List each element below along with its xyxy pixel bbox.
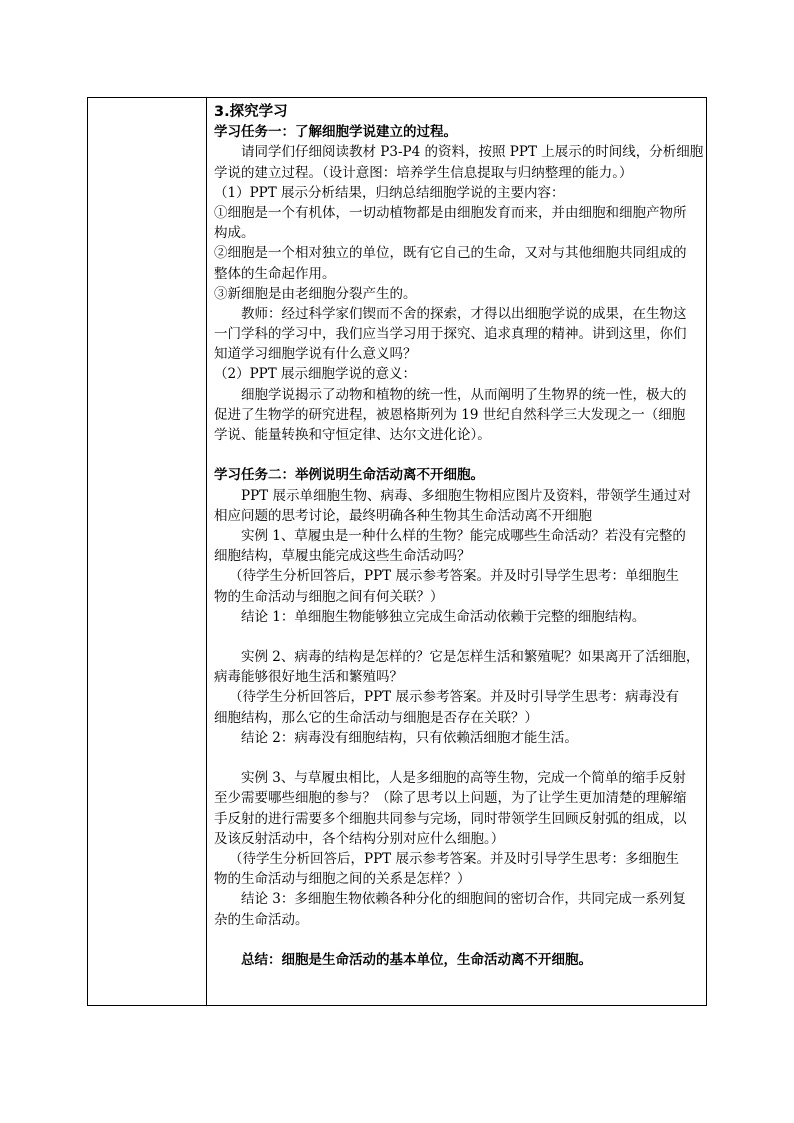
paragraph-line: 细胞结构，那么它的生命活动与细胞是否存在关联？） [214,709,538,726]
spacer [214,748,700,768]
paragraph-line: 及该反射活动中，各个结构分别对应什么细胞。） [214,830,505,847]
paragraph-line: 病毒能够很好地生活和繁殖吗？ [214,669,403,686]
paragraph-line: 知道学习细胞学说有什么意义吗？ [214,346,417,363]
paragraph-line: ①细胞是一个有机体，一切动植物都是由细胞发育而来，并由细胞和细胞产物所 [214,204,687,221]
content-table [87,97,707,1006]
paragraph-line: 结论 2：病毒没有细胞结构，只有依赖活细胞才能生活。 [241,729,578,746]
paragraph-line: ③新细胞是由老细胞分裂产生的。 [214,285,417,302]
paragraph-line: 学说、能量转换和守恒定律、达尔文进化论）。 [214,427,491,443]
paragraph-line: PPT 展示单细胞生物、病毒、多细胞生物相应图片及资料，带领学生通过对 [241,487,691,504]
paragraph-line: （1）PPT 展示分析结果，归纳总结细胞学说的主要内容： [214,184,565,201]
spacer [214,930,700,950]
task1-title: 学习任务一：了解细胞学说建立的过程。 [214,124,457,141]
column-divider [206,98,207,1005]
content-cell [214,102,704,970]
paragraph-line: （2）PPT 展示细胞学说的意义： [214,366,417,383]
paragraph-line: 至少需要哪些细胞的参与？（除了思考以上问题，为了让学生更加清楚的理解缩 [214,790,687,807]
paragraph-line: 相应问题的思考讨论，最终明确各种生物其生命活动离不开细胞 [214,507,592,524]
paragraph-line: 构成。 [214,225,255,242]
spacer [214,445,700,465]
paragraph-line: 整体的生命起作用。 [214,265,336,282]
paragraph-line: 教师：经过科学家们锲而不舍的探索，才得以出细胞学说的成果，在生物这 [241,305,687,322]
paragraph-line: 物的生命活动与细胞之间有何关联？） [214,588,444,605]
paragraph-line: 手反射的进行需要多个细胞共同参与完场，同时带领学生回顾反射弧的组成，以 [214,810,687,827]
paragraph-line: ②细胞是一个相对独立的单位，既有它自己的生命，又对与其他细胞共同组成的 [214,245,687,262]
paragraph-line: 物的生命活动与细胞之间的关系是怎样？） [214,871,471,888]
paragraph-line: 实例 2、病毒的结构是怎样的？它是怎样生活和繁殖呢？如果离开了活细胞， [241,649,700,666]
paragraph-line: （待学生分析回答后，PPT 展示参考答案。并及时引导学生思考：病毒没有 [229,689,679,706]
paragraph-line: 一门学科的学习中，我们应当学习用于探究、追求真理的精神。讲到这里，你们 [214,326,687,343]
paragraph-line: 杂的生命活动。 [214,911,309,928]
paragraph-line: 实例 3、与草履虫相比，人是多细胞的高等生物，完成一个简单的缩手反射 [241,770,686,787]
paragraph-line: （待学生分析回答后，PPT 展示参考答案。并及时引导学生思考：多细胞生 [229,850,679,867]
paragraph-line: 学说的建立过程。（设计意图：培养学生信息提取与归纳整理的能力。） [214,164,633,181]
section-title: 3.探究学习 [214,104,288,120]
paragraph-line: 请同学们仔细阅读教材 P3-P4 的资料，按照 PPT 上展示的时间线，分析细胞 [241,144,704,161]
paragraph-line: 结论 3：多细胞生物依赖各种分化的细胞间的密切合作，共同完成一系列复 [241,891,686,908]
task2-title: 学习任务二：举例说明生命活动离不开细胞。 [214,467,484,484]
paragraph-line: 实例 1、草履虫是一种什么样的生物？能完成哪些生命活动？若没有完整的 [241,527,686,544]
paragraph-line: （待学生分析回答后，PPT 展示参考答案。并及时引导学生思考：单细胞生 [229,568,679,585]
paragraph-line: 结论 1：单细胞生物能够独立完成生命活动依赖于完整的细胞结构。 [241,608,646,625]
paragraph-line: 细胞学说揭示了动物和植物的统一性，从而阐明了生物界的统一性，极大的 [241,386,687,403]
paragraph-line: 细胞结构，草履虫能完成这些生命活动吗？ [214,548,471,565]
spacer [214,627,700,647]
summary-line: 总结：细胞是生命活动的基本单位，生命活动离不开细胞。 [241,951,592,968]
paragraph-line: 促进了生物学的研究进程，被恩格斯列为 19 世纪自然科学三大发现之一（细胞 [214,406,686,423]
